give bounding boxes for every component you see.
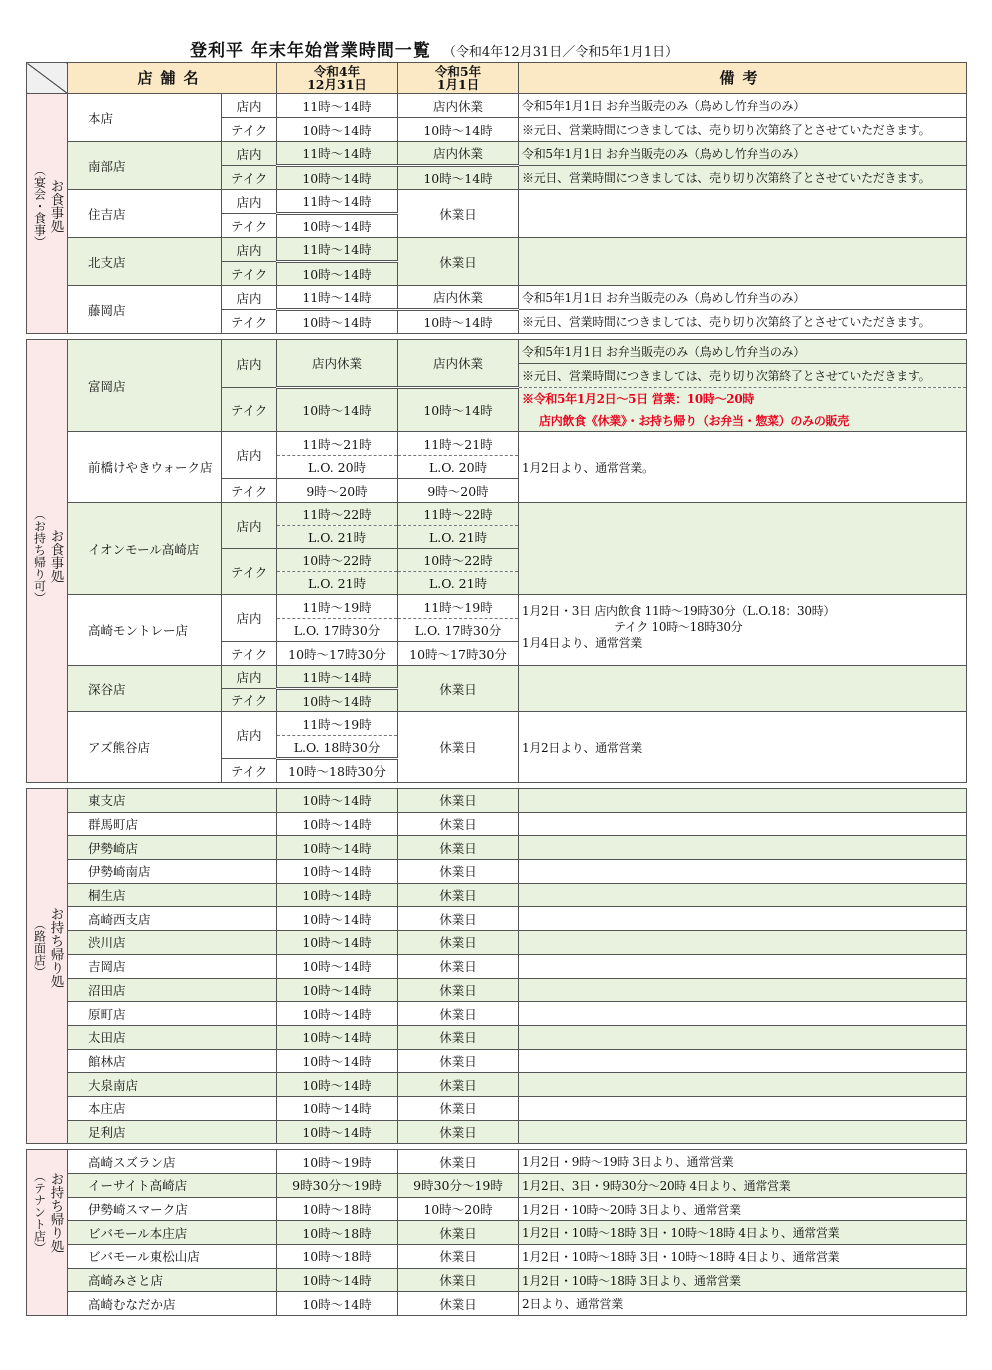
hours-jan1: 休業日	[398, 931, 519, 955]
table-row	[27, 931, 967, 955]
remarks-alert: 店内飲食《休業》・お持ち帰り（お弁当・惣菜）のみの販売	[519, 410, 967, 432]
table-row	[27, 1002, 967, 1026]
lastorder-dec31: L.O. 20時	[277, 456, 398, 479]
table-row	[27, 836, 967, 860]
hours-dec31: 10時～14時	[277, 1002, 398, 1026]
hours-jan1: 休業日	[398, 1002, 519, 1026]
store-fujioka: 藤岡店	[68, 286, 222, 334]
store-kitashi: 北支店	[68, 238, 222, 286]
hours-jan1: 休業日	[398, 1268, 519, 1292]
hours-dec31: 11時～22時	[277, 503, 398, 526]
remarks	[519, 1073, 967, 1097]
hours-dec31: 11時～14時	[277, 238, 398, 262]
table-row	[27, 812, 967, 836]
store-maebashi: 前橋けやきウォーク店	[68, 432, 222, 503]
remarks	[519, 954, 967, 978]
type-takeout: テイク	[222, 388, 277, 432]
hours-dec31: 11時～14時	[277, 190, 398, 214]
store-name: 高崎みさと店	[68, 1268, 277, 1292]
remarks: ※元日、営業時間につきましては、売り切り次第終了とさせていただきます。	[519, 310, 967, 334]
hours-jan1: 10時～14時	[398, 166, 519, 190]
hours-jan1: 休業日	[398, 954, 519, 978]
hours-dec31: 11時～19時	[277, 595, 398, 619]
header-corner	[27, 63, 68, 94]
hours-dec31: 10時～14時	[277, 954, 398, 978]
category-d-main: お持ち帰り処	[47, 1171, 64, 1253]
hours-dec31: 10時～14時	[277, 883, 398, 907]
store-name: 高崎西支店	[68, 907, 277, 931]
store-name: 伊勢崎スマーク店	[68, 1197, 277, 1221]
hours-dec31: 10時～14時	[277, 1268, 398, 1292]
table-row	[27, 1073, 967, 1097]
hours-dec31: 9時30分～19時	[277, 1174, 398, 1198]
remarks	[519, 1025, 967, 1049]
remarks: 令和5年1月1日 お弁当販売のみ（鳥めし竹弁当のみ）	[519, 94, 967, 118]
category-a-sub: （宴会・食事）	[32, 164, 47, 248]
hours-jan1: 休業日	[398, 1025, 519, 1049]
remarks: ※元日、営業時間につきましては、売り切り次第終了とさせていただきます。	[519, 118, 967, 142]
header-dec31	[277, 63, 398, 94]
remarks: 令和5年1月1日 お弁当販売のみ（鳥めし竹弁当のみ）	[519, 286, 967, 310]
table-row	[27, 1025, 967, 1049]
store-name: イーサイト高崎店	[68, 1174, 277, 1198]
store-tomioka: 富岡店	[68, 340, 222, 432]
hours-jan1: 休業日	[398, 1221, 519, 1245]
header-dec31-era: 令和4年	[313, 64, 361, 79]
table-row	[27, 978, 967, 1002]
hours-dec31: 11時～19時	[277, 712, 398, 736]
table-row	[27, 142, 967, 166]
hours-dec31: 店内休業	[277, 340, 398, 388]
table-row	[27, 712, 967, 736]
hours-jan1: 休業日	[398, 789, 519, 813]
hours-jan1: 店内休業	[398, 340, 519, 388]
category-c-sub: （路面店）	[32, 917, 47, 978]
hours-jan1: 休業日	[398, 1049, 519, 1073]
category-d-sub: （テナント店）	[32, 1170, 47, 1255]
lastorder-dec31: L.O. 18時30分	[277, 736, 398, 759]
store-sumiyoshi: 住吉店	[68, 190, 222, 238]
category-c	[27, 789, 68, 1144]
hours-jan1: 休業日	[398, 1073, 519, 1097]
remarks: 2日より、通常営業	[519, 1292, 967, 1316]
page-title	[190, 36, 678, 61]
table-row	[27, 190, 967, 214]
remarks	[519, 1120, 967, 1144]
remarks: 1月2日より、通常営業	[519, 712, 967, 783]
table-row	[27, 1120, 967, 1144]
type-in: 店内	[222, 666, 277, 689]
hours-dec31: 11時～14時	[277, 666, 398, 689]
type-in: 店内	[222, 286, 277, 310]
hours-dec31: 10時～18時	[277, 1221, 398, 1245]
hours-jan1: 9時～20時	[398, 479, 519, 503]
hours-jan1: 店内休業	[398, 94, 519, 118]
hours-dec31: 10時～14時	[277, 1049, 398, 1073]
remarks: ※元日、営業時間につきましては、売り切り次第終了とさせていただきます。	[519, 166, 967, 190]
hours-dec31: 10時～18時	[277, 1197, 398, 1221]
lastorder-dec31: L.O. 21時	[277, 526, 398, 549]
store-name: 吉岡店	[68, 954, 277, 978]
table-row	[27, 1096, 967, 1120]
remarks: 1月2日・10時～18時 3日より、通常営業	[519, 1268, 967, 1292]
hours-jan1: 10時～17時30分	[398, 642, 519, 666]
section-roadside	[27, 789, 967, 1144]
type-in: 店内	[222, 595, 277, 642]
type-takeout: テイク	[222, 759, 277, 783]
store-azu-kumagaya: アズ熊谷店	[68, 712, 222, 783]
hours-jan1: 11時～22時	[398, 503, 519, 526]
store-name: ビバモール本庄店	[68, 1221, 277, 1245]
table-row	[27, 1292, 967, 1316]
category-a-main: お食事処	[47, 179, 64, 233]
header-jan1	[398, 63, 519, 94]
hours-dec31: 10時～14時	[277, 907, 398, 931]
header-jan1-era: 令和5年	[434, 64, 482, 79]
hours-jan1: 10時～22時	[398, 549, 519, 572]
hours-dec31: 10時～17時30分	[277, 642, 398, 666]
store-name: 桐生店	[68, 883, 277, 907]
hours-dec31: 10時～14時	[277, 118, 398, 142]
hours-dec31: 10時～14時	[277, 1292, 398, 1316]
remarks	[519, 595, 967, 666]
table-row	[27, 503, 967, 526]
store-fukaya: 深谷店	[68, 666, 222, 712]
hours-dec31: 10時～18時30分	[277, 759, 398, 783]
hours-dec31: 10時～14時	[277, 388, 398, 432]
type-in: 店内	[222, 432, 277, 479]
lastorder-jan1: L.O. 20時	[398, 456, 519, 479]
hours-jan1: 11時～19時	[398, 595, 519, 619]
store-name: 本庄店	[68, 1096, 277, 1120]
store-name: 沼田店	[68, 978, 277, 1002]
type-in: 店内	[222, 142, 277, 166]
type-takeout: テイク	[222, 118, 277, 142]
remarks: 1月2日・10時～18時 3日・10時～18時 4日より、通常営業	[519, 1221, 967, 1245]
type-in: 店内	[222, 238, 277, 262]
store-name: 伊勢崎南店	[68, 860, 277, 884]
remarks-line: 1月4日より、通常営業	[522, 636, 642, 650]
table-row	[27, 94, 967, 118]
hours-dec31: 11時～21時	[277, 432, 398, 456]
category-a	[27, 94, 68, 334]
table-row	[27, 1197, 967, 1221]
hours-dec31: 10時～14時	[277, 812, 398, 836]
hours-dec31: 10時～14時	[277, 1073, 398, 1097]
remarks	[519, 666, 967, 712]
hours-jan1: 休業日	[398, 836, 519, 860]
remarks	[519, 812, 967, 836]
remarks	[519, 190, 967, 238]
remarks: 1月2日・9時～19時 3日より、通常営業	[519, 1150, 967, 1174]
table-row	[27, 286, 967, 310]
type-takeout: テイク	[222, 214, 277, 238]
hours-dec31: 10時～14時	[277, 310, 398, 334]
hours-dec31: 10時～14時	[277, 262, 398, 286]
table-row	[27, 1174, 967, 1198]
category-c-main: お持ち帰り処	[47, 907, 64, 988]
title-main: 登利平 年末年始営業時間一覧	[190, 41, 431, 61]
type-takeout: テイク	[222, 549, 277, 595]
table-row	[27, 666, 967, 689]
hours-table	[26, 62, 967, 1316]
header-dec31-date: 12月31日	[307, 77, 367, 92]
hours-dec31: 10時～14時	[277, 1025, 398, 1049]
table-row	[27, 595, 967, 619]
hours-jan1: 店内休業	[398, 142, 519, 166]
hours-jan1: 10時～14時	[398, 388, 519, 432]
remarks	[519, 789, 967, 813]
store-name: 大泉南店	[68, 1073, 277, 1097]
remarks	[519, 238, 967, 286]
table-row	[27, 907, 967, 931]
hours-jan1: 休業日	[398, 190, 519, 238]
header-jan1-date: 1月1日	[436, 77, 480, 92]
hours-jan1: 休業日	[398, 860, 519, 884]
hours-jan1: 9時30分～19時	[398, 1174, 519, 1198]
remarks	[519, 1002, 967, 1026]
remarks: 1月2日・10時～18時 3日・10時～18時 4日より、通常営業	[519, 1245, 967, 1269]
remarks	[519, 931, 967, 955]
store-honten: 本店	[68, 94, 222, 142]
remarks	[519, 907, 967, 931]
hours-jan1: 休業日	[398, 978, 519, 1002]
store-name: 東支店	[68, 789, 277, 813]
type-in: 店内	[222, 503, 277, 549]
store-name: 高崎むなだか店	[68, 1292, 277, 1316]
lastorder-jan1: L.O. 21時	[398, 572, 519, 595]
remarks	[519, 836, 967, 860]
category-b-sub: （お持ち帰り可）	[32, 508, 47, 604]
type-takeout: テイク	[222, 479, 277, 503]
hours-dec31: 10時～14時	[277, 931, 398, 955]
hours-dec31: 11時～14時	[277, 286, 398, 310]
hours-dec31: 10時～14時	[277, 836, 398, 860]
hours-jan1: 休業日	[398, 1096, 519, 1120]
hours-jan1: 10時～14時	[398, 310, 519, 334]
header-store: 店舗名	[68, 63, 277, 94]
table-row	[27, 340, 967, 364]
type-in: 店内	[222, 94, 277, 118]
hours-jan1: 11時～21時	[398, 432, 519, 456]
store-name: 渋川店	[68, 931, 277, 955]
category-b	[27, 340, 68, 783]
hours-dec31: 10時～19時	[277, 1150, 398, 1174]
remarks-line: テイク 10時～18時30分	[614, 620, 743, 634]
type-takeout: テイク	[222, 262, 277, 286]
table-row	[27, 789, 967, 813]
type-takeout: テイク	[222, 642, 277, 666]
store-name: 伊勢崎店	[68, 836, 277, 860]
lastorder-jan1: L.O. 21時	[398, 526, 519, 549]
hours-jan1: 休業日	[398, 712, 519, 783]
remarks: 1月2日・10時～20時 3日より、通常営業	[519, 1197, 967, 1221]
remarks: 1月2日より、通常営業。	[519, 432, 967, 503]
table-row	[27, 238, 967, 262]
hours-jan1: 休業日	[398, 1150, 519, 1174]
hours-dec31: 10時～14時	[277, 1096, 398, 1120]
lastorder-dec31: L.O. 21時	[277, 572, 398, 595]
hours-jan1: 10時～14時	[398, 118, 519, 142]
hours-jan1: 休業日	[398, 1120, 519, 1144]
table-row	[27, 1049, 967, 1073]
store-name: ビバモール東松山店	[68, 1245, 277, 1269]
hours-dec31: 11時～14時	[277, 94, 398, 118]
hours-dec31: 10時～22時	[277, 549, 398, 572]
remarks	[519, 860, 967, 884]
table-row	[27, 954, 967, 978]
type-in: 店内	[222, 190, 277, 214]
table-row	[27, 432, 967, 456]
hours-dec31: 10時～14時	[277, 214, 398, 238]
type-in: 店内	[222, 340, 277, 388]
store-takasaki-montre: 高崎モントレー店	[68, 595, 222, 666]
remarks	[519, 883, 967, 907]
hours-jan1: 10時～20時	[398, 1197, 519, 1221]
type-takeout: テイク	[222, 166, 277, 190]
hours-jan1: 休業日	[398, 1292, 519, 1316]
remarks	[519, 1096, 967, 1120]
remarks	[519, 1049, 967, 1073]
category-b-main: お食事処	[47, 529, 64, 583]
hours-jan1: 休業日	[398, 883, 519, 907]
table-row	[27, 860, 967, 884]
hours-dec31: 10時～14時	[277, 166, 398, 190]
header-remarks: 備考	[519, 63, 967, 94]
remarks-alert: ※令和5年1月2日～5日 営業：10時～20時	[519, 388, 967, 410]
lastorder-dec31: L.O. 17時30分	[277, 619, 398, 642]
hours-jan1: 休業日	[398, 666, 519, 712]
hours-jan1: 休業日	[398, 812, 519, 836]
table-row	[27, 1268, 967, 1292]
store-name: 高崎スズラン店	[68, 1150, 277, 1174]
remarks	[519, 503, 967, 595]
category-d	[27, 1150, 68, 1316]
type-takeout: テイク	[222, 310, 277, 334]
table-row	[27, 1150, 967, 1174]
lastorder-jan1: L.O. 17時30分	[398, 619, 519, 642]
store-name: 館林店	[68, 1049, 277, 1073]
type-takeout: テイク	[222, 689, 277, 712]
hours-dec31: 10時～14時	[277, 1120, 398, 1144]
hours-dec31: 10時～18時	[277, 1245, 398, 1269]
remarks: 1月2日、3日・9時30分～20時 4日より、通常営業	[519, 1174, 967, 1198]
hours-dec31: 10時～14時	[277, 978, 398, 1002]
table-row	[27, 1221, 967, 1245]
store-name: 足利店	[68, 1120, 277, 1144]
hours-jan1: 店内休業	[398, 286, 519, 310]
table-row	[27, 1245, 967, 1269]
type-in: 店内	[222, 712, 277, 759]
hours-jan1: 休業日	[398, 1245, 519, 1269]
title-dates: （令和4年12月31日／令和5年1月1日）	[442, 45, 679, 60]
hours-dec31: 10時～14時	[277, 689, 398, 712]
remarks-line: 1月2日・3日 店内飲食 11時～19時30分（L.O.18：30時）	[522, 604, 836, 618]
remarks: ※元日、営業時間につきましては、売り切り次第終了とさせていただきます。	[519, 364, 967, 388]
remarks: 令和5年1月1日 お弁当販売のみ（鳥めし竹弁当のみ）	[519, 340, 967, 364]
remarks: 令和5年1月1日 お弁当販売のみ（鳥めし竹弁当のみ）	[519, 142, 967, 166]
store-aeon-takasaki: イオンモール高崎店	[68, 503, 222, 595]
store-name: 太田店	[68, 1025, 277, 1049]
store-nanbu: 南部店	[68, 142, 222, 190]
hours-dec31: 9時～20時	[277, 479, 398, 503]
table-row	[27, 883, 967, 907]
section-tenant	[27, 1150, 967, 1316]
header-row	[27, 63, 967, 94]
store-name: 原町店	[68, 1002, 277, 1026]
hours-dec31: 11時～14時	[277, 142, 398, 166]
store-name: 群馬町店	[68, 812, 277, 836]
remarks	[519, 978, 967, 1002]
hours-jan1: 休業日	[398, 238, 519, 286]
hours-jan1: 休業日	[398, 907, 519, 931]
hours-dec31: 10時～14時	[277, 789, 398, 813]
hours-dec31: 10時～14時	[277, 860, 398, 884]
